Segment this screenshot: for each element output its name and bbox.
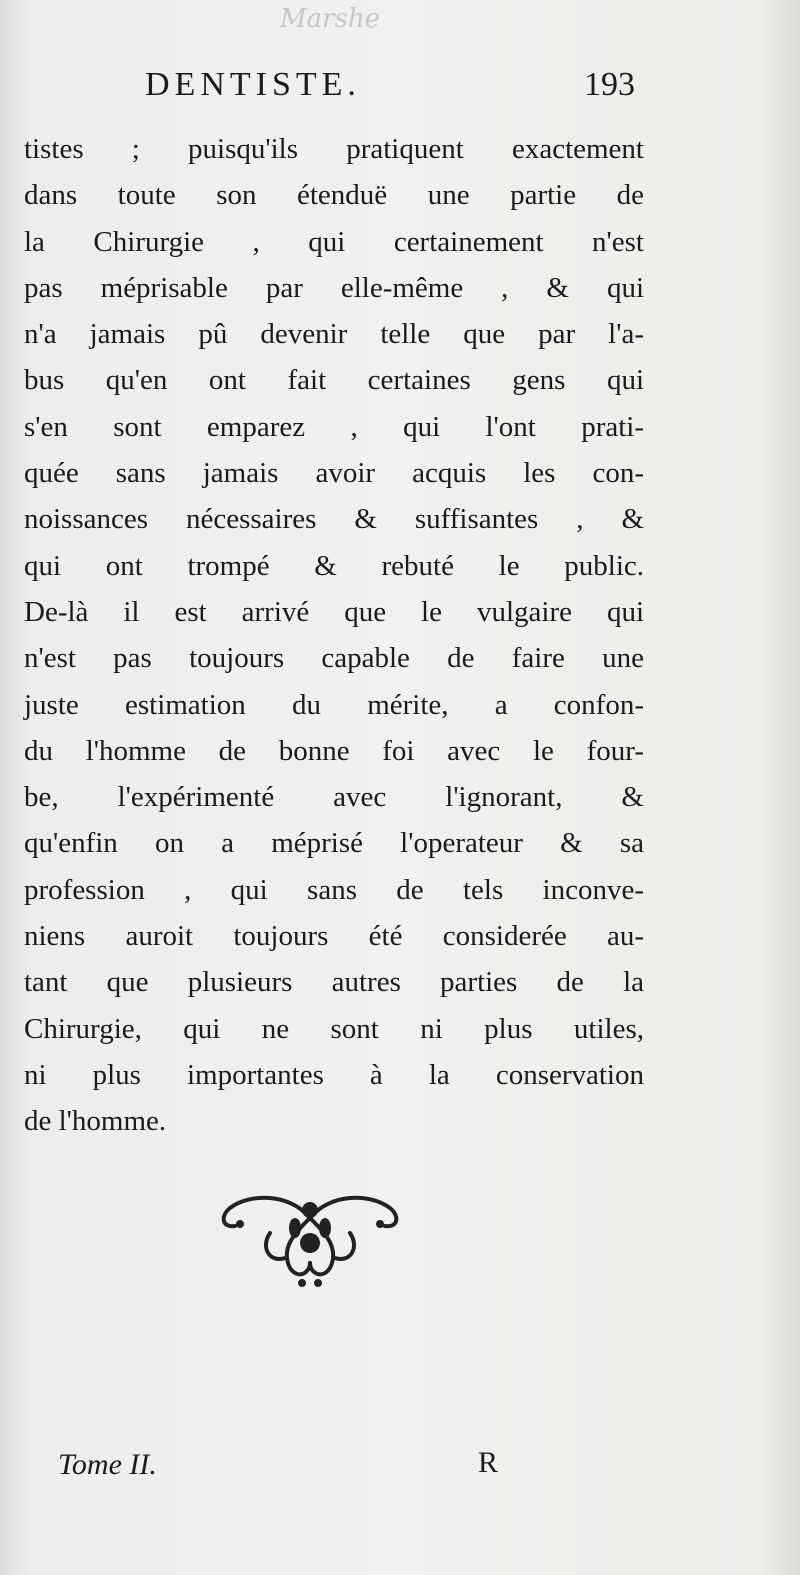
handwritten-top-mark: Marshe: [280, 4, 381, 34]
text-line: la Chirurgie , qui certainement n'est: [24, 225, 644, 258]
text-line: be, l'expérimenté avec l'ignorant, &: [24, 781, 644, 814]
decorative-ornament-icon: [210, 1188, 410, 1288]
body-text: [24, 126, 644, 1145]
text-line: noissances nécessaires & suffisantes , &: [24, 503, 644, 536]
text-line: niens auroit toujours été considerée au-: [24, 920, 644, 953]
text-line: ni plus importantes à la conservation: [24, 1058, 644, 1091]
text-line: bus qu'en ont fait certaines gens qui: [24, 364, 644, 397]
signature-mark: R: [478, 1446, 499, 1479]
text-line: pas méprisable par elle-même , & qui: [24, 271, 644, 304]
text-line: n'a jamais pû devenir telle que par l'a-: [24, 318, 644, 351]
text-line: Chirurgie, qui ne sont ni plus utiles,: [24, 1012, 644, 1045]
text-line: De-là il est arrivé que le vulgaire qui: [24, 595, 644, 628]
text-line: de l'homme.: [24, 1105, 167, 1138]
page-number: 193: [584, 66, 635, 103]
text-line: n'est pas toujours capable de faire une: [24, 642, 644, 675]
text-line: du l'homme de bonne foi avec le four-: [24, 734, 644, 767]
text-line: tistes ; puisqu'ils pratiquent exactement: [24, 133, 644, 165]
text-line: quée sans jamais avoir acquis les con-: [24, 457, 644, 490]
text-line: tant que plusieurs autres parties de la: [24, 966, 644, 999]
page-header: [145, 66, 645, 120]
running-head: DENTISTE.: [145, 66, 361, 103]
text-line: profession , qui sans de tels inconve-: [24, 873, 644, 906]
text-line: juste estimation du mérite, a confon-: [24, 688, 644, 721]
volume-footer: Tome II.: [58, 1448, 157, 1481]
text-line: dans toute son étenduë une partie de: [24, 179, 644, 212]
text-line: s'en sont emparez , qui l'ont prati-: [24, 410, 644, 443]
text-line: qu'enfin on a méprisé l'operateur & sa: [24, 827, 644, 860]
text-line: qui ont trompé & rebuté le public.: [24, 549, 644, 582]
